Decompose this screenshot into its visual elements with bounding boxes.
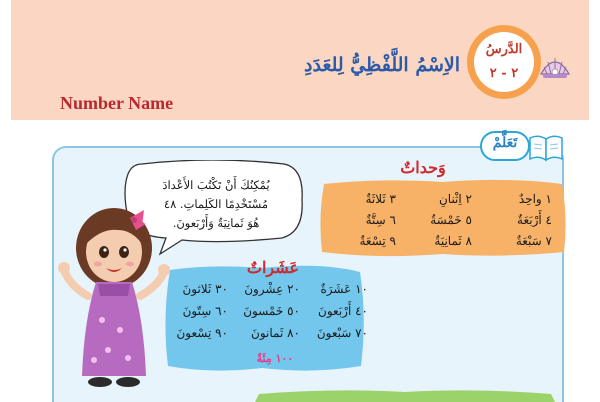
girl-illustration <box>58 200 170 390</box>
unit-4: ٤ أَرْبَعَةٌ <box>517 213 552 227</box>
speech-line-2: مُسْتَخْدِمًا الكَلِماتِ. ٤٨ <box>163 197 269 211</box>
tens-60: ٦٠ سِتّونَ <box>182 304 228 318</box>
units-title: وَحداتٌ <box>400 158 446 177</box>
lesson-title-arabic: الاِسْمُ اللَّفْظِيُّ لِلعَدَدِ <box>304 54 460 76</box>
unit-6: ٦ سِتَّةٌ <box>365 213 396 227</box>
unit-5: ٥ خَمْسَةٌ <box>430 213 472 227</box>
tens-50: ٥٠ خَمْسونَ <box>243 304 300 318</box>
unit-7: ٧ سَبْعَةٌ <box>515 234 552 248</box>
seashell-icon <box>537 52 573 80</box>
tens-title: عَشَراتٌ <box>246 258 300 277</box>
unit-2: ٢ اِثْنانِ <box>438 192 472 206</box>
lesson-label: الدَّرسُ <box>485 42 523 57</box>
tens-30: ٣٠ ثَلاثونَ <box>182 282 228 296</box>
tens-90: ٩٠ تِسْعونَ <box>176 326 228 340</box>
tens-20: ٢٠ عِشْرونَ <box>244 282 300 296</box>
learn-label: تَعَلَّمْ <box>492 135 518 151</box>
green-banner <box>255 388 555 402</box>
tens-70: ٧٠ سَبْعونَ <box>316 326 368 340</box>
speech-line-3: هُوَ ثَمانِيَةٌ وَأَرْبَعونَ. <box>172 216 260 230</box>
unit-3: ٣ ثَلاثَةٌ <box>365 192 396 206</box>
open-book-icon <box>528 134 564 162</box>
unit-1: ١ واحِدٌ <box>518 192 552 206</box>
lesson-title-english: Number Name <box>60 93 174 113</box>
unit-8: ٨ ثَمانِيَةٌ <box>434 234 472 248</box>
speech-line-1: يُمْكِنُكَ أَنْ تَكْتُبَ الأَعْدادَ <box>162 178 270 192</box>
tens-80: ٨٠ ثَمانونَ <box>251 326 300 340</box>
tens-40: ٤٠ أَرْبَعونَ <box>318 304 368 318</box>
lesson-number: ٢ - ٢ <box>489 66 519 81</box>
unit-9: ٩ تِسْعَةٌ <box>359 234 396 248</box>
tens-10: ١٠ عَشَرَةٌ <box>320 282 368 296</box>
hundred-label: ١٠٠ مِئَةٌ <box>256 352 294 365</box>
lesson-badge-inner <box>474 32 534 92</box>
